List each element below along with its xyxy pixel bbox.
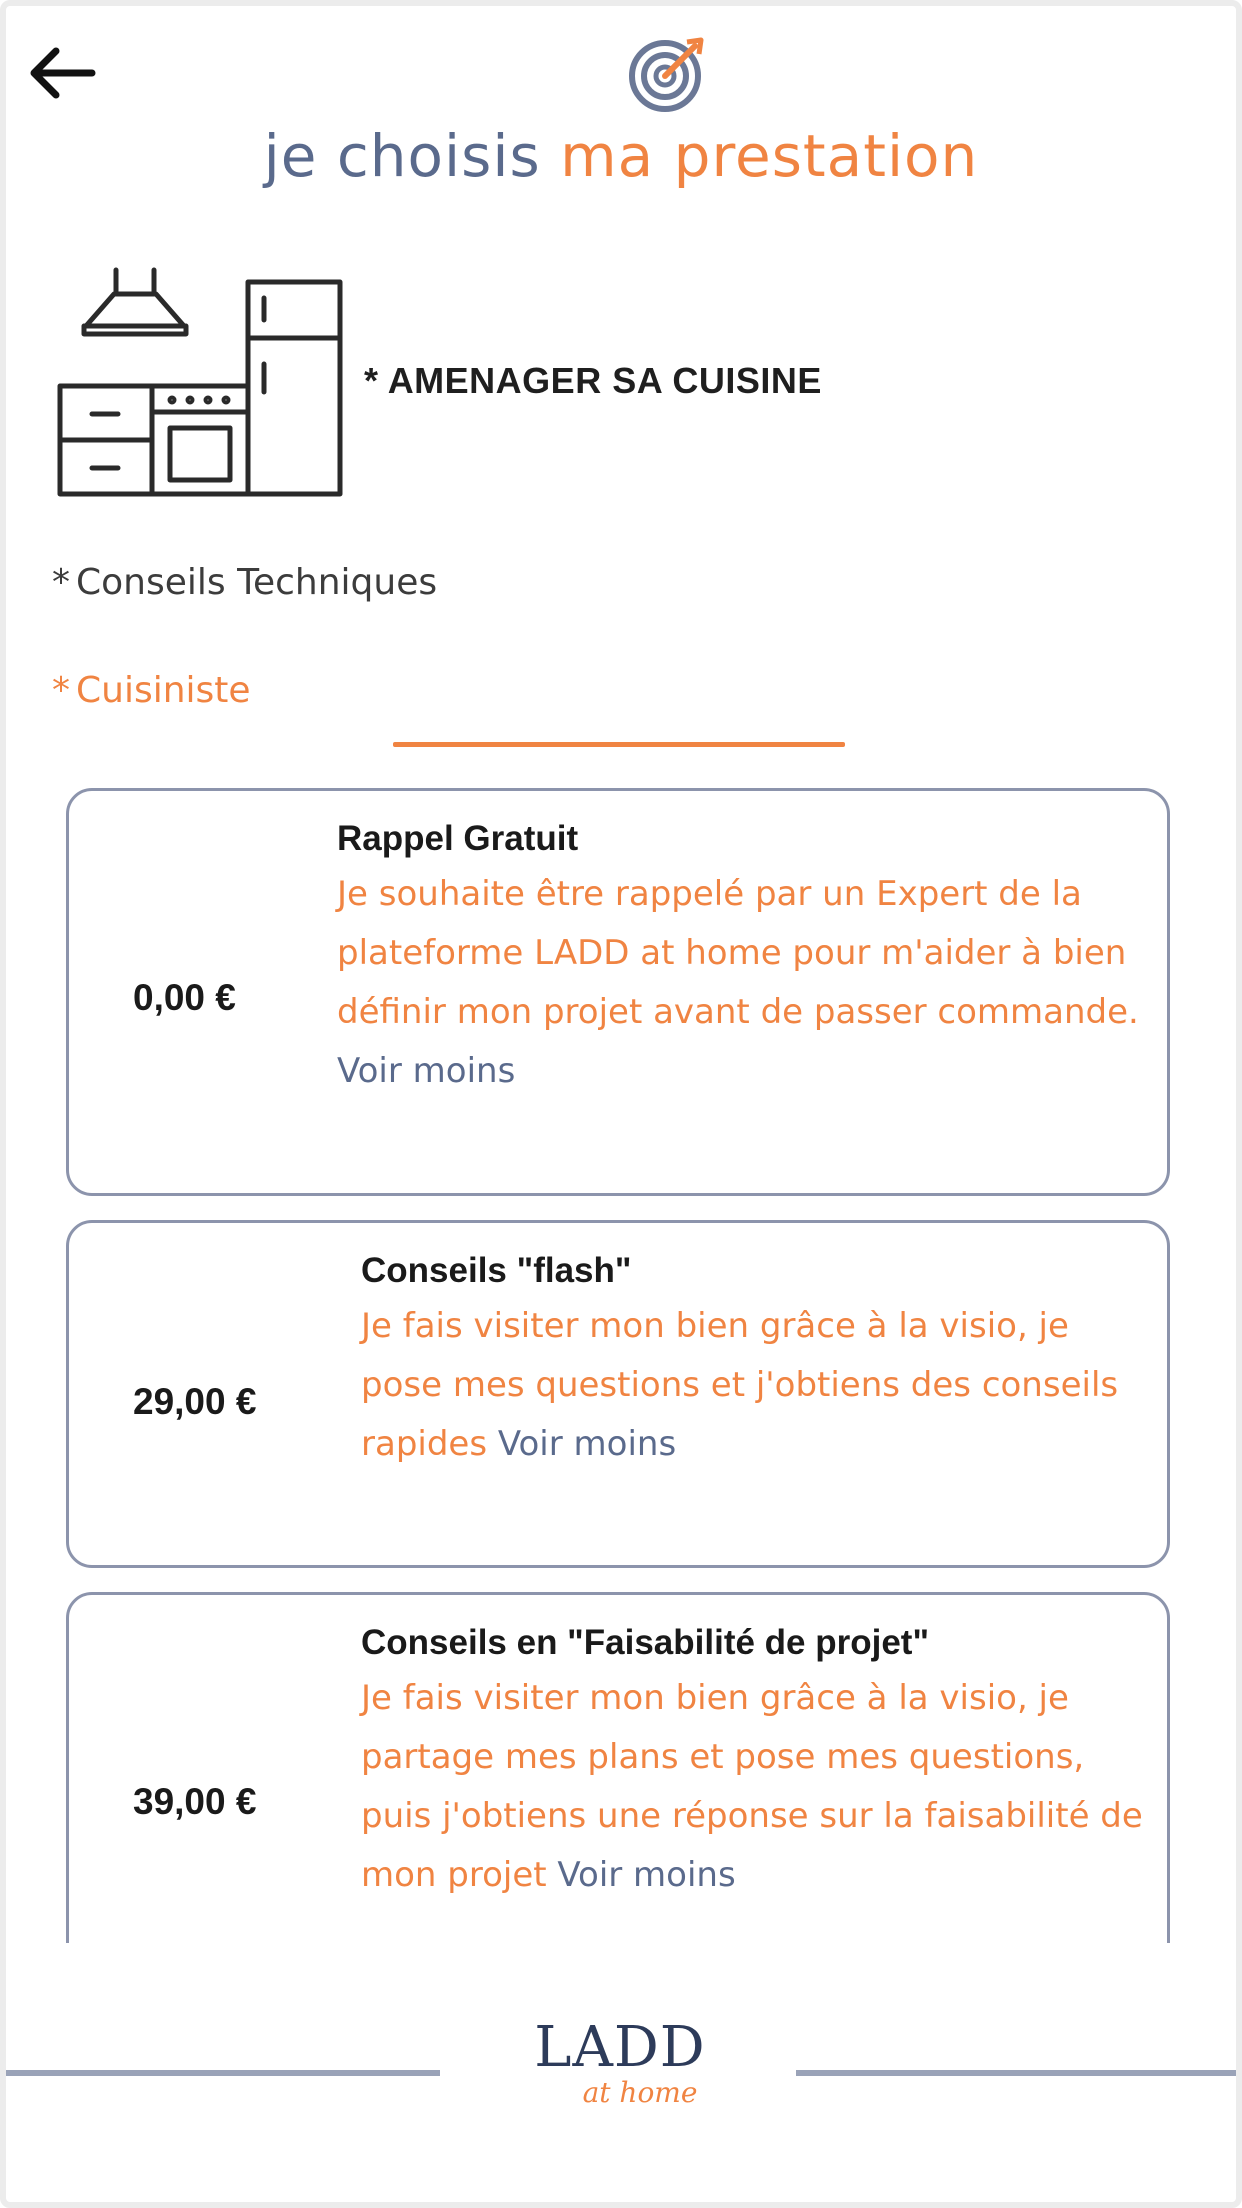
- footer-divider-left: [6, 2070, 440, 2076]
- page-title-part1: je choisis: [263, 122, 541, 190]
- service-heading-text: AMENAGER SA CUISINE: [387, 360, 822, 401]
- offer-description-text: Je souhaite être rappelé par un Expert de la plateforme LADD at home pour m'aider à bien définir mon projet avant de passer commande.: [337, 874, 1139, 1032]
- page-title-part2: ma prestation: [560, 122, 979, 190]
- category-conseils-techniques[interactable]: [52, 562, 437, 603]
- offer-price: 0,00 €: [133, 977, 236, 1018]
- offer-price: 29,00 €: [133, 1381, 257, 1422]
- voir-moins-link[interactable]: Voir moins: [337, 1051, 516, 1091]
- voir-moins-link[interactable]: Voir moins: [557, 1855, 736, 1895]
- page-title: [0, 122, 1242, 190]
- active-category-indicator: [393, 742, 845, 747]
- offer-description: [361, 1669, 1147, 1905]
- offer-description: [361, 1297, 1147, 1474]
- category-label: Conseils Techniques: [76, 562, 438, 603]
- offer-title: Conseils en "Faisabilité de projet": [361, 1623, 930, 1662]
- category-label: Cuisiniste: [76, 670, 251, 711]
- offer-card-conseils-flash[interactable]: [66, 1220, 1170, 1568]
- offer-list[interactable]: [0, 780, 1242, 1943]
- offer-body: [337, 819, 1147, 1101]
- offer-body: [361, 1623, 1147, 1905]
- offer-body: [361, 1251, 1147, 1474]
- offer-card-rappel-gratuit[interactable]: [66, 788, 1170, 1196]
- ladd-logo: [460, 2016, 780, 2126]
- voir-moins-link[interactable]: Voir moins: [497, 1424, 677, 1464]
- offer-card-faisabilite-projet[interactable]: [66, 1592, 1170, 1943]
- offer-title: Conseils "flash": [361, 1251, 632, 1290]
- target-icon: [621, 32, 713, 112]
- kitchen-icon: [56, 262, 346, 498]
- arrow-left-icon: [26, 43, 98, 103]
- service-heading: [364, 360, 822, 402]
- logo-main-text: LADD: [534, 2015, 706, 2080]
- bullet: *: [52, 670, 70, 711]
- category-cuisiniste[interactable]: [52, 670, 251, 711]
- offer-description: [337, 865, 1147, 1101]
- bullet: *: [52, 562, 70, 603]
- logo-sub-text: at home: [582, 2076, 698, 2109]
- back-button[interactable]: [22, 38, 102, 108]
- offer-description-text: Je fais visiter mon bien grâce à la visio, je partage mes plans et pose mes questions, puis j'obtiens une réponse sur la faisabilité de mon projet: [361, 1678, 1143, 1895]
- footer-divider-right: [796, 2070, 1236, 2076]
- heading-bullet: *: [364, 360, 379, 401]
- offer-description-text: Je fais visiter mon bien grâce à la visio, je pose mes questions et j'obtiens des conseils rapides: [361, 1306, 1119, 1464]
- offer-price: 39,00 €: [133, 1781, 257, 1822]
- offer-title: Rappel Gratuit: [337, 819, 579, 858]
